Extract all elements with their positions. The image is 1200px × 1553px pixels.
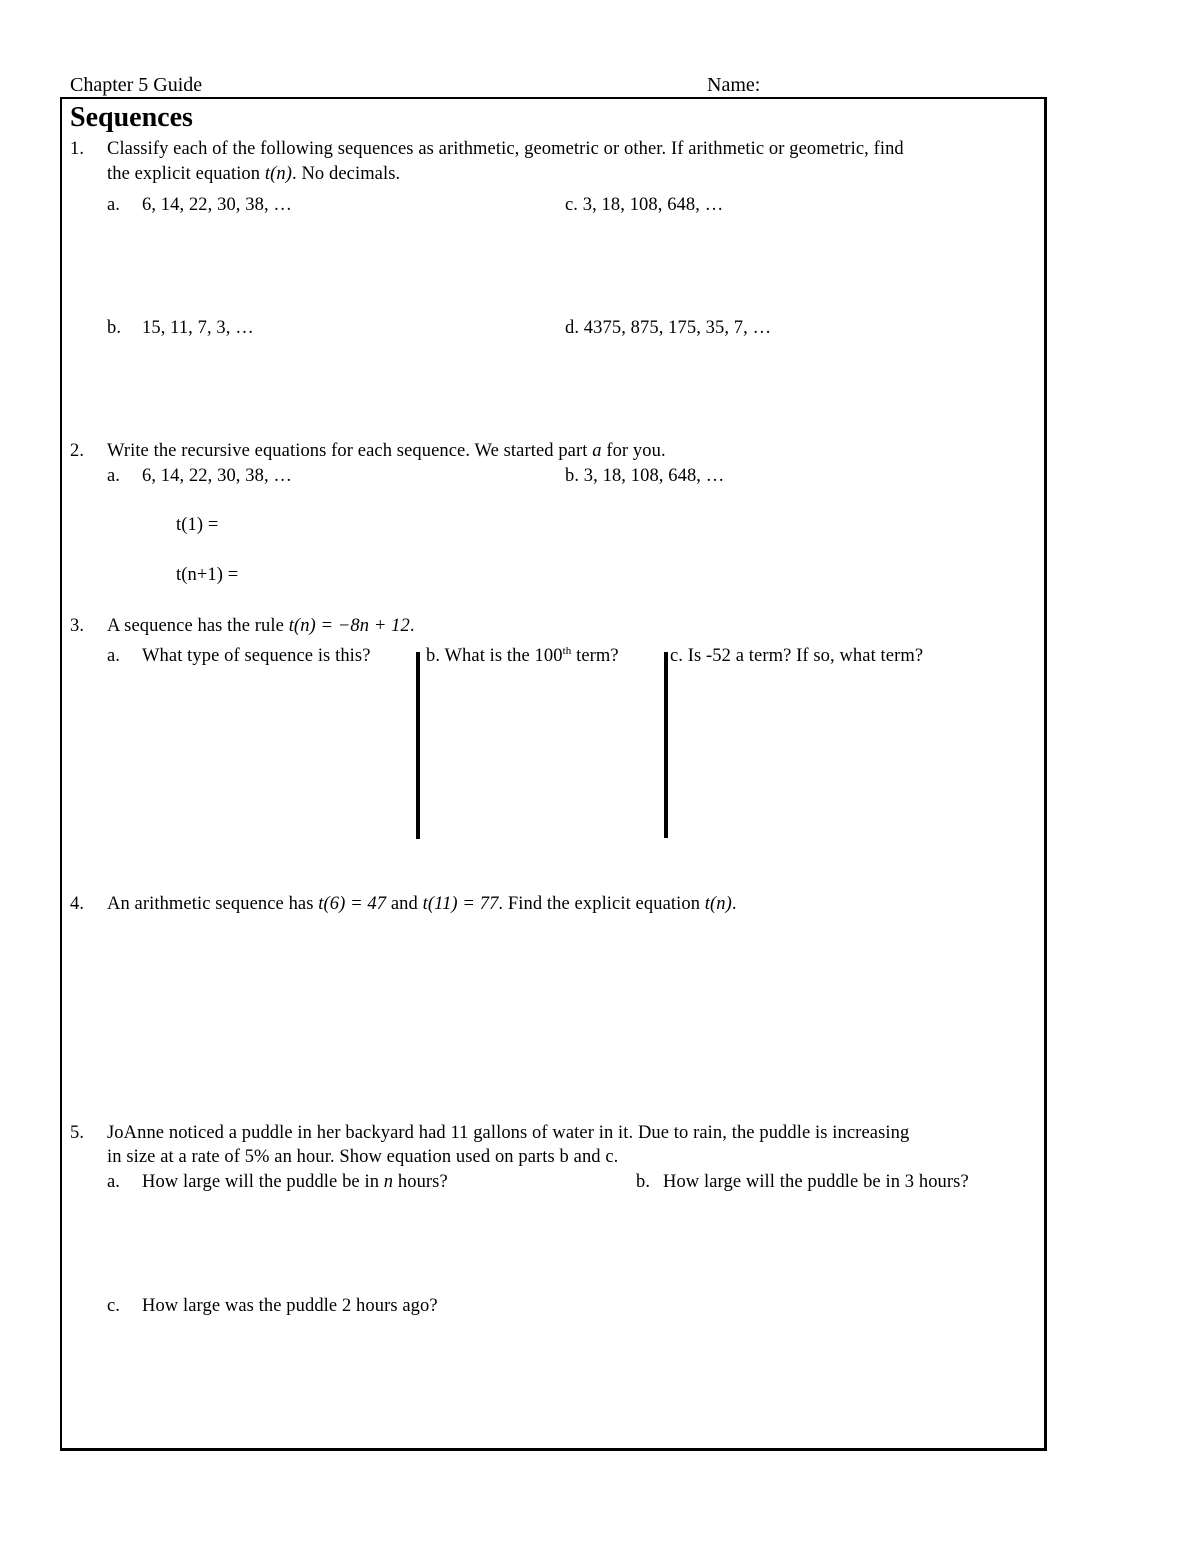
ordinal-suffix: th [562,644,572,657]
part-label: c. [107,1296,121,1316]
page-title: Sequences [70,102,193,133]
question-1-line2-text: the explicit equation [107,164,265,184]
question-4-text-mid: . Find the explicit equation [498,894,705,914]
name-label: Name: [707,74,761,96]
part-label: a. [107,646,121,666]
chapter-label: Chapter 5 Guide [70,74,203,96]
part-label: b. [107,318,122,338]
question-text-end: term? [571,646,619,666]
question-text: How large was the puddle 2 hours ago? [142,1296,438,1316]
column-divider-1 [416,652,420,839]
question-3 [70,616,415,637]
question-3a [107,646,371,667]
question-1 [70,139,904,160]
question-3c: c. Is -52 a term? If so, what term? [670,646,924,666]
question-1c: c. 3, 18, 108, 648, … [565,195,724,215]
question-4-text: An arithmetic sequence has [107,894,319,914]
column-divider-2 [664,652,668,838]
question-text: b. What is the 100 [426,646,563,666]
question-5-number: 5. [70,1123,85,1143]
question-text-end: hours? [393,1172,448,1192]
question-2a [107,466,292,487]
question-5a [107,1172,448,1193]
question-2-number: 2. [70,441,85,461]
question-5c [107,1296,438,1317]
question-2 [70,441,666,462]
part-label: a. [107,195,121,215]
question-4-text-end: . [731,894,737,914]
variable-n: n [383,1172,394,1192]
question-4 [70,894,737,915]
question-2b: b. 3, 18, 108, 648, … [565,466,725,486]
sequence-text: 6, 14, 22, 30, 38, … [142,195,292,215]
question-2-text-end: for you. [601,441,666,461]
question-1-number: 1. [70,139,85,159]
sequence-text: 6, 14, 22, 30, 38, … [142,466,292,486]
question-1-line1: Classify each of the following sequences as arithmetic, geometric or other. If arithmetic or geometric, find [107,139,904,159]
equation-t6: t(6) = 47 [318,894,387,914]
question-3-text-end: . [409,616,415,636]
worksheet-frame [60,97,1047,1451]
part-label: a. [107,466,121,486]
question-1a [107,195,292,216]
question-4-number: 4. [70,894,85,914]
question-5b [636,1172,969,1193]
equation-t11: t(11) = 77 [422,894,499,914]
question-1-line2-end: . No decimals. [292,164,401,184]
part-label: a. [107,1172,121,1192]
question-5 [70,1123,909,1144]
question-5-line2: in size at a rate of 5% an hour. Show equation used on parts b and c. [107,1147,619,1167]
question-3-text: A sequence has the rule [107,616,289,636]
question-1-line2 [107,164,400,185]
rule-equation: t(n) = −8n + 12 [288,616,410,636]
part-variable: a [592,441,602,461]
math-t-of-n: t(n) [264,164,292,184]
question-1b [107,318,254,339]
part-label: b. [636,1172,651,1192]
question-3-number: 3. [70,616,85,636]
question-text: How large will the puddle be in 3 hours? [663,1172,969,1192]
question-text: How large will the puddle be in [142,1172,384,1192]
question-2-text: Write the recursive equations for each sequence. We started part [107,441,593,461]
math-t-of-n: t(n) [704,894,732,914]
question-1d: d. 4375, 875, 175, 35, 7, … [565,318,772,338]
question-text: What type of sequence is this? [142,646,371,666]
sequence-text: 15, 11, 7, 3, … [142,318,254,338]
recursive-tn1: t(n+1) = [176,565,239,585]
recursive-t1: t(1) = [176,515,219,535]
question-5-line1: JoAnne noticed a puddle in her backyard had 11 gallons of water in it. Due to rain, the puddle is increasing [107,1123,910,1143]
conjunction: and [386,894,423,914]
question-3b [426,646,619,667]
